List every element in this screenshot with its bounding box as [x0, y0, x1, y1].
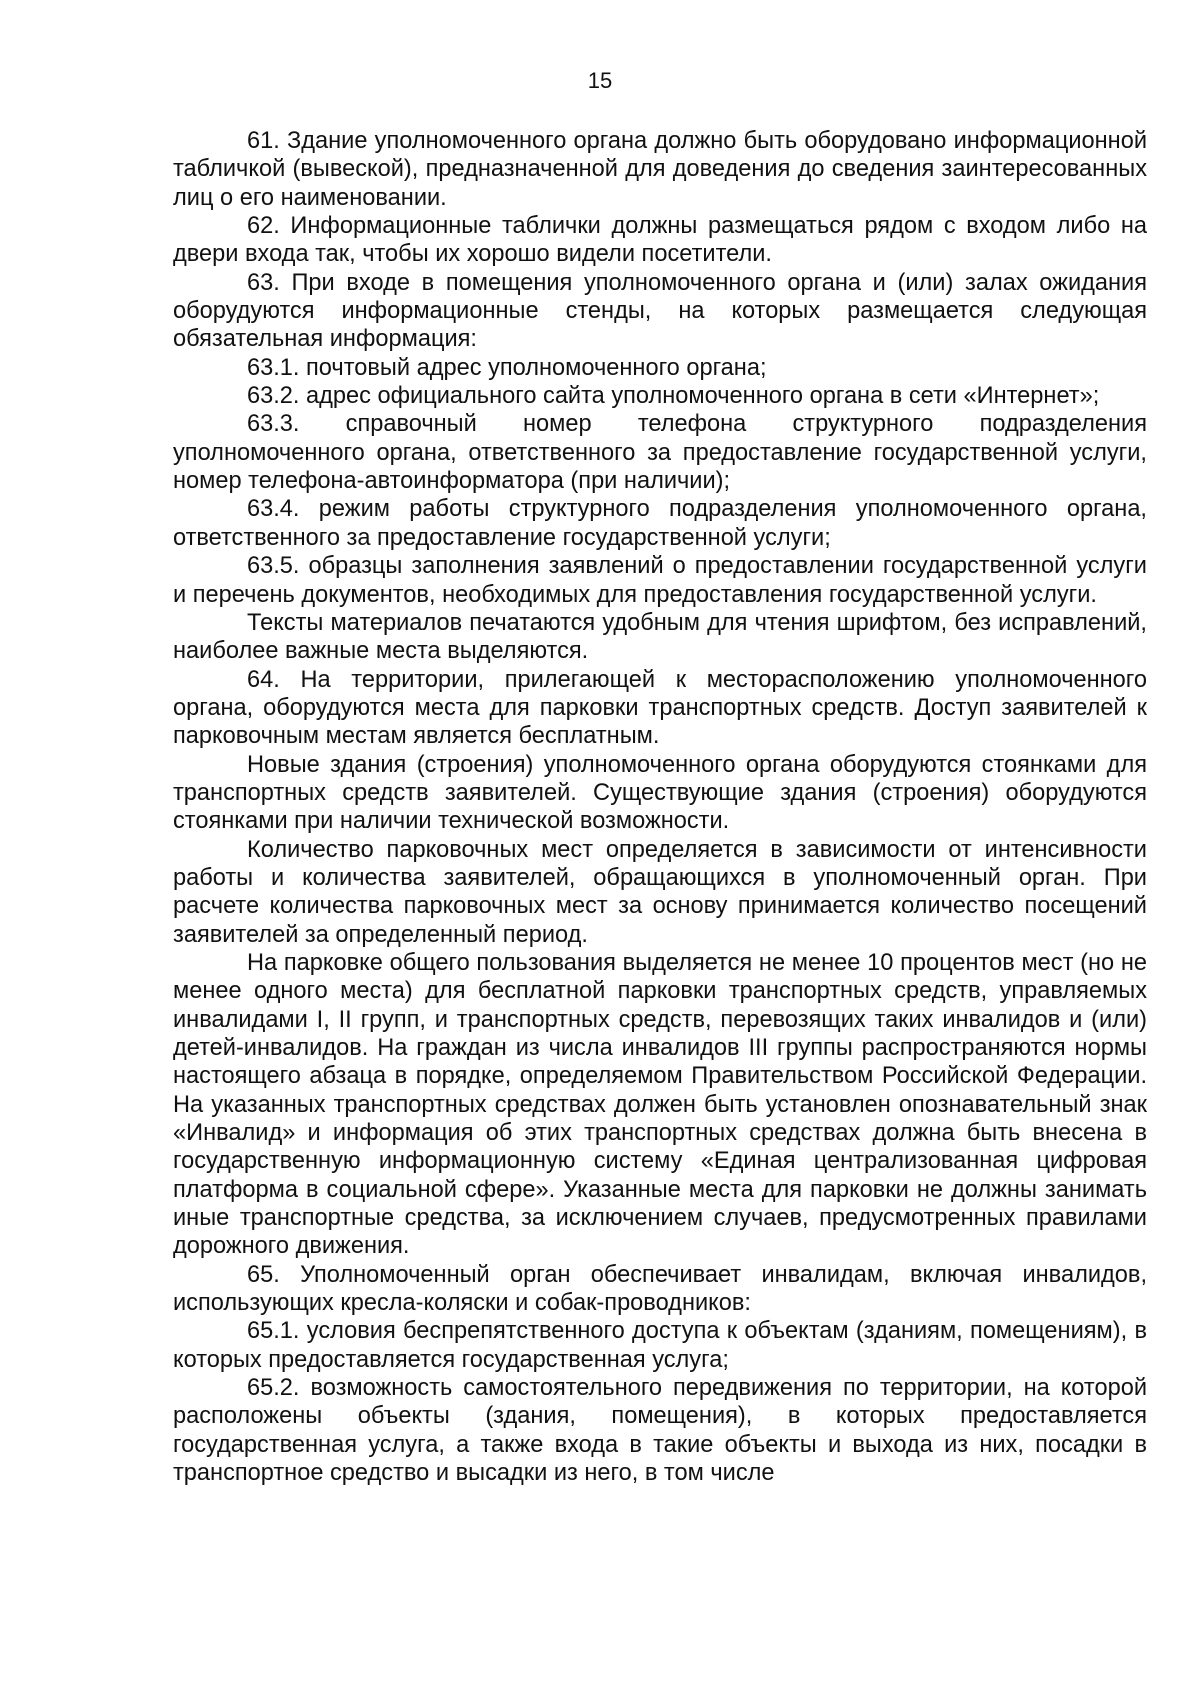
paragraph-65-2: 65.2. возможность самостоятельного передвижения по территории, на которой расположены объекты (здания, помещения), в которых предоставляется государственная услуга, а также входа в такие объекты и выхода из них, посадки в транспортное средство и высадки из него, в том числе — [173, 1375, 1147, 1487]
paragraph-63-5: 63.5. образцы заполнения заявлений о предоставлении государственной услуги и перечень документов, необходимых для предоставления государственной услуги. — [173, 553, 1147, 608]
paragraph-65: 65. Уполномоченный орган обеспечивает инвалидам, включая инвалидов, использующих кресла-коляски и собак-проводников: — [173, 1261, 1147, 1317]
paragraph-parking-count: Количество парковочных мест определяется в зависимости от интенсивности работы и количества заявителей, обращающихся в уполномоченный орган. При расчете количества парковочных мест за основу принимается количество посещений заявителей за определенный период. — [173, 836, 1147, 948]
paragraph-64: 64. На территории, прилегающей к месторасположению уполномоченного органа, оборудуются места для парковки транспортных средств. Доступ заявителей к парковочным местам является бесплатным. — [173, 666, 1147, 750]
paragraph-new-buildings: Новые здания (строения) уполномоченного органа оборудуются стоянками для транспортных средств заявителей. Существующие здания (строения) оборудуются стоянками при наличии технической возможности. — [173, 751, 1147, 835]
paragraph-61: 61. Здание уполномоченного органа должно быть оборудовано информационной табличкой (вывеской), предназначенной для доведения до сведения заинтересованных лиц о его наименовании. — [173, 128, 1147, 211]
paragraph-63-1: 63.1. почтовый адрес уполномоченного органа; — [247, 354, 767, 381]
paragraph-disabled-parking: На парковке общего пользования выделяется не менее 10 процентов мест (но не менее одного места) для бесплатной парковки транспортных средств, управляемых инвалидами I, II групп, и транспортных средств, перевозящих таких инвалидов и (или) детей-инвалидов. На граждан из числа инвалидов III группы распространяются нормы настоящего абзаца в порядке, определяемом Правительством Российской Федерации. На указанных транспортных средствах должен быть установлен опознавательный знак «Инвалид» и информация об этих транспортных средствах должна быть внесена в государственную информационную систему «Единая централизованная цифровая платформа в социальной сфере». Указанные места для парковки не должны занимать иные транспортные средства, за исключением случаев, предусмотренных правилами дорожного движения. — [173, 949, 1147, 1260]
paragraph-texts-note: Тексты материалов печатаются удобным для чтения шрифтом, без исправлений, наиболее важные места выделяются. — [173, 609, 1147, 665]
paragraph-63-3: 63.3. справочный номер телефона структурного подразделения уполномоченного органа, ответственного за предоставление государственной услуги, номер телефона-автоинформатора (при наличии); — [173, 411, 1147, 495]
document-body — [173, 127, 1147, 1488]
paragraph-63-2: 63.2. адрес официального сайта уполномоченного органа в сети «Интернет»; — [247, 383, 1100, 410]
paragraph-63: 63. При входе в помещения уполномоченного органа и (или) залах ожидания оборудуются информационные стенды, на которых размещается следующая обязательная информация: — [173, 269, 1147, 353]
paragraph-63-4: 63.4. режим работы структурного подразделения уполномоченного органа, ответственного за предоставление государственной услуги; — [173, 496, 1147, 551]
paragraph-62: 62. Информационные таблички должны размещаться рядом с входом либо на двери входа так, чтобы их хорошо видели посетители. — [173, 213, 1147, 268]
page-number: 15 — [587, 68, 613, 93]
paragraph-65-1: 65.1. условия беспрепятственного доступа к объектам (зданиям, помещениям), в которых предоставляется государственная услуга; — [173, 1318, 1147, 1373]
